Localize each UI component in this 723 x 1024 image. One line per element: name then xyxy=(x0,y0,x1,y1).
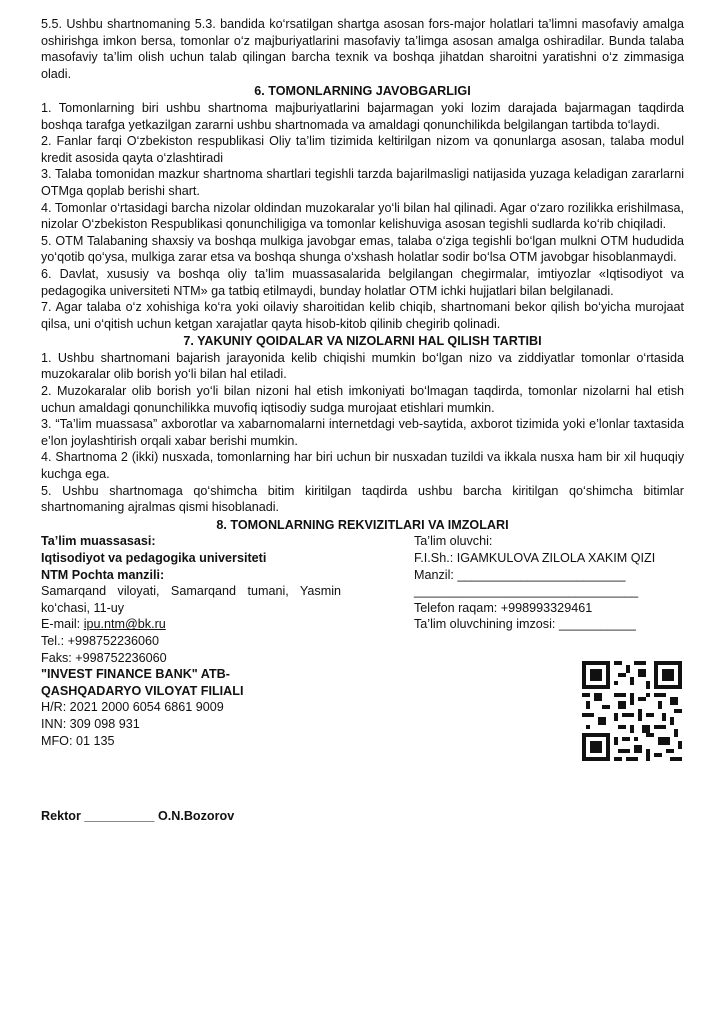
section-6-item: 6. Davlat, xususiy va boshqa oliy ta’lim muassasalarida belgilangan chegirmalar, imtiyozlar «Iqtisodiyot va pedagogika universiteti NTM» ga tatbiq etilmaydi, bunday holatlar OTM ichki hujjatlari bilan belgilanadi. xyxy=(41,266,684,298)
student-signature: Ta’lim oluvchining imzosi: ___________ xyxy=(414,617,636,632)
institution-name: Iqtisodiyot va pedagogika universiteti xyxy=(41,551,267,565)
section-6-title: 6. TOMONLARNING JAVOBGARLIGI xyxy=(254,84,471,99)
phone-line: Tel.: +998752236060 xyxy=(41,633,159,648)
section-7-item: 4. Shartnoma 2 (ikki) nusxada, tomonlarning har biri uchun bir nusxadan tuzildi va ikkala nusxa ham bir xil huquqiy kuchga ega. xyxy=(41,450,684,482)
section-7-item: 2. Muzokaralar olib borish yo‘li bilan nizoni hal etish imkoniyati bo‘lmagan taqdirda, tomonlar nizolarni hal etish uchun amaldagi qonunchilikka muvofiq iqtisodiy sudga murojaat etishlari mumkin. xyxy=(41,384,684,415)
fax-line: Faks: +998752236060 xyxy=(41,650,167,665)
section-6-item: 3. Talaba tomonidan mazkur shartnoma shartlari tegishli tarzda bajarilmasligi natijasida yuzaga keladigan zararlarni OTMga qoplab berishi shart. xyxy=(41,167,684,198)
student-label: Ta’lim oluvchi: xyxy=(414,534,493,549)
qr-code-icon xyxy=(582,661,682,761)
institution-label: Ta’lim muassasasi: xyxy=(41,534,156,549)
rector-signature-blank: __________ xyxy=(84,809,155,824)
contract-page xyxy=(41,16,684,825)
address-label: NTM Pochta manzili: xyxy=(41,567,165,582)
inn-number: INN: 309 098 931 xyxy=(41,716,140,731)
email-label: E-mail: xyxy=(41,617,84,632)
institution-address: Samarqand viloyati, Samarqand tumani, Yasmin ko‘chasi, 11-uy xyxy=(41,584,341,615)
section-6-item: 2. Fanlar farqi O‘zbekiston respublikasi Oliy ta’lim tizimida keltirilgan nizom va qonunlarga asosan, talaba modul kredit asosida qayta o‘zlashtiradi xyxy=(41,134,684,165)
student-address-line2: ________________________________ xyxy=(414,584,639,599)
section-6-list xyxy=(41,100,684,332)
mfo-number: MFO: 01 135 xyxy=(41,733,115,748)
student-phone: Telefon raqam: +998993329461 xyxy=(414,600,593,615)
account-number: H/R: 2021 2000 6054 6861 9009 xyxy=(41,700,224,715)
requisites-block xyxy=(41,533,684,808)
institution-requisites xyxy=(41,533,341,749)
bank-name: "INVEST FINANCE BANK" ATB- QASHQADARYO VILOYAT FILIALI xyxy=(41,667,244,698)
rector-signature xyxy=(41,808,684,825)
section-7-item: 5. Ushbu shartnomaga qo‘shimcha bitim kiritilgan taqdirda ushbu barcha kiritilgan qo‘shimcha bitimlar shartnomaning ajralmas qismi hisoblanadi. xyxy=(41,483,684,515)
rector-name: O.N.Bozorov xyxy=(157,809,235,824)
student-address: Manzil: ________________________ xyxy=(414,567,626,582)
section-7-item: 1. Ushbu shartnomani bajarish jarayonida kelib chiqishi mumkin bo‘lgan nizo va ziddiyatlar tomonlar o‘rtasida muzokaralar olib borish yo‘li bilan hal etiladi. xyxy=(41,350,684,382)
intro-paragraph: 5.5. Ushbu shartnomaning 5.3. bandida ko‘rsatilgan shartga asosan fors-major holatlari ta’limni masofaviy amalga oshirishga imkon bersa, tomonlar o‘z majburiyatlarini masofaviy ta’limga asosan amalga oshiradilar. Bunda talaba masofaviy ta’lim olish uchun talab qilingan barcha texnik va boshqa jihatdan sharoitni yaratishni o‘z zimmasiga oladi. xyxy=(41,17,684,81)
email-link[interactable]: ipu.ntm@bk.ru xyxy=(83,617,166,632)
section-6-item: 5. OTM Talabaning shaxsiy va boshqa mulkiga javobgar emas, talaba o‘ziga tegishli bo‘lgan mulkni OTM hududida yo‘qotib qo‘ysa, mulkiga zarar etsa va boshqa shunga o‘xshash holatlar sodir bo‘lsa OTM javobgar hisoblanmaydi. xyxy=(41,233,684,265)
section-7-item: 3. “Ta’lim muassasa” axborotlar va xabarnomalarni internetdagi veb-saytida, axborot tizimida yoki e’lonlar taxtasida e’lon joylashtirish orqali xabar berishi mumkin. xyxy=(41,417,684,448)
section-7-title: 7. YAKUNIY QOIDALAR VA NIZOLARNI HAL QILISH TARTIBI xyxy=(183,334,542,349)
section-6-item: 1. Tomonlarning biri ushbu shartnoma majburiyatlarini bajarmagan yoki lozim darajada bajarmagan taqdirda boshqa tarafga yetkazilgan zararni ushbu shartnomada va amaldagi qonunchilikda belgilangan tartibda to‘laydi. xyxy=(41,100,684,132)
section-6-item: 7. Agar talaba o‘z xohishiga ko‘ra yoki oilaviy sharoitidan kelib chiqib, shartnomani bekor qilish bo‘yicha murojaat qilsa, uni o‘qitish uchun ketgan xarajatlar qayta hisob-kitob qilinib chegirib qolinadi. xyxy=(41,300,684,331)
email-line xyxy=(41,616,341,633)
section-7-list xyxy=(41,350,684,516)
student-fio: F.I.Sh.: IGAMKULOVA ZILOLA XAKIM QIZI xyxy=(414,551,656,565)
student-requisites xyxy=(414,533,674,633)
rector-label: Rektor xyxy=(41,809,81,824)
section-6-item: 4. Tomonlar o‘rtasidagi barcha nizolar oldindan muzokaralar yo‘li bilan hal qilinadi. Agar o‘zaro rozilikka erishilmasa, nizolar O‘zbekiston Respublikasi qonunchiligiga va tomonlar kelishuviga asosan tegishli sudlarda ko‘rib chiqiladi. xyxy=(41,200,684,232)
section-8-title: 8. TOMONLARNING REKVIZITLARI VA IMZOLARI xyxy=(216,517,509,532)
